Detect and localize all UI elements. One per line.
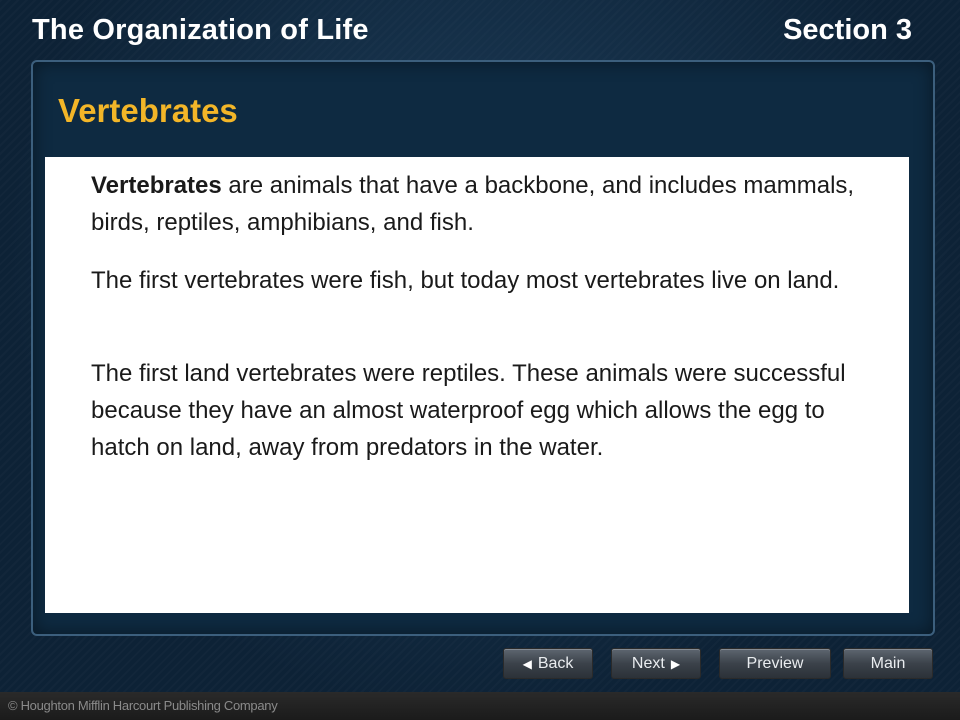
slide-header [0,0,960,58]
definition-text: are animals that have a backbone, and includes mammals, birds, reptiles, amphibians, and fish. [91,172,855,236]
paragraph-land-vertebrates: The first land vertebrates were reptiles. These animals were successful because they have an almost waterproof egg which allows the egg to hatch on land, away from predators in the water. [91,360,846,461]
term-vertebrates: Vertebrates [91,172,222,199]
course-title: The Organization of Life [32,14,369,46]
main-button-label: Main [870,654,906,672]
main-button[interactable] [843,648,933,679]
preview-button[interactable] [719,648,831,679]
copyright-text: © Houghton Mifflin Harcourt Publishing Company [8,698,278,713]
preview-button-label: Preview [746,654,804,672]
left-arrow-icon: ◀ [522,656,532,671]
slide-heading: Vertebrates [58,92,238,129]
slide-content [45,157,909,613]
next-button[interactable] [611,648,701,679]
footer-bar [0,692,960,720]
back-button[interactable] [503,648,593,679]
section-label: Section 3 [783,14,912,46]
right-arrow-icon: ▶ [670,656,681,671]
next-button-label: Next [631,654,665,672]
back-button-label: Back [537,654,574,672]
paragraph-first-vertebrates: The first vertebrates were fish, but today most vertebrates live on land. [91,267,840,294]
paragraph-vertebrates-definition [91,167,881,241]
